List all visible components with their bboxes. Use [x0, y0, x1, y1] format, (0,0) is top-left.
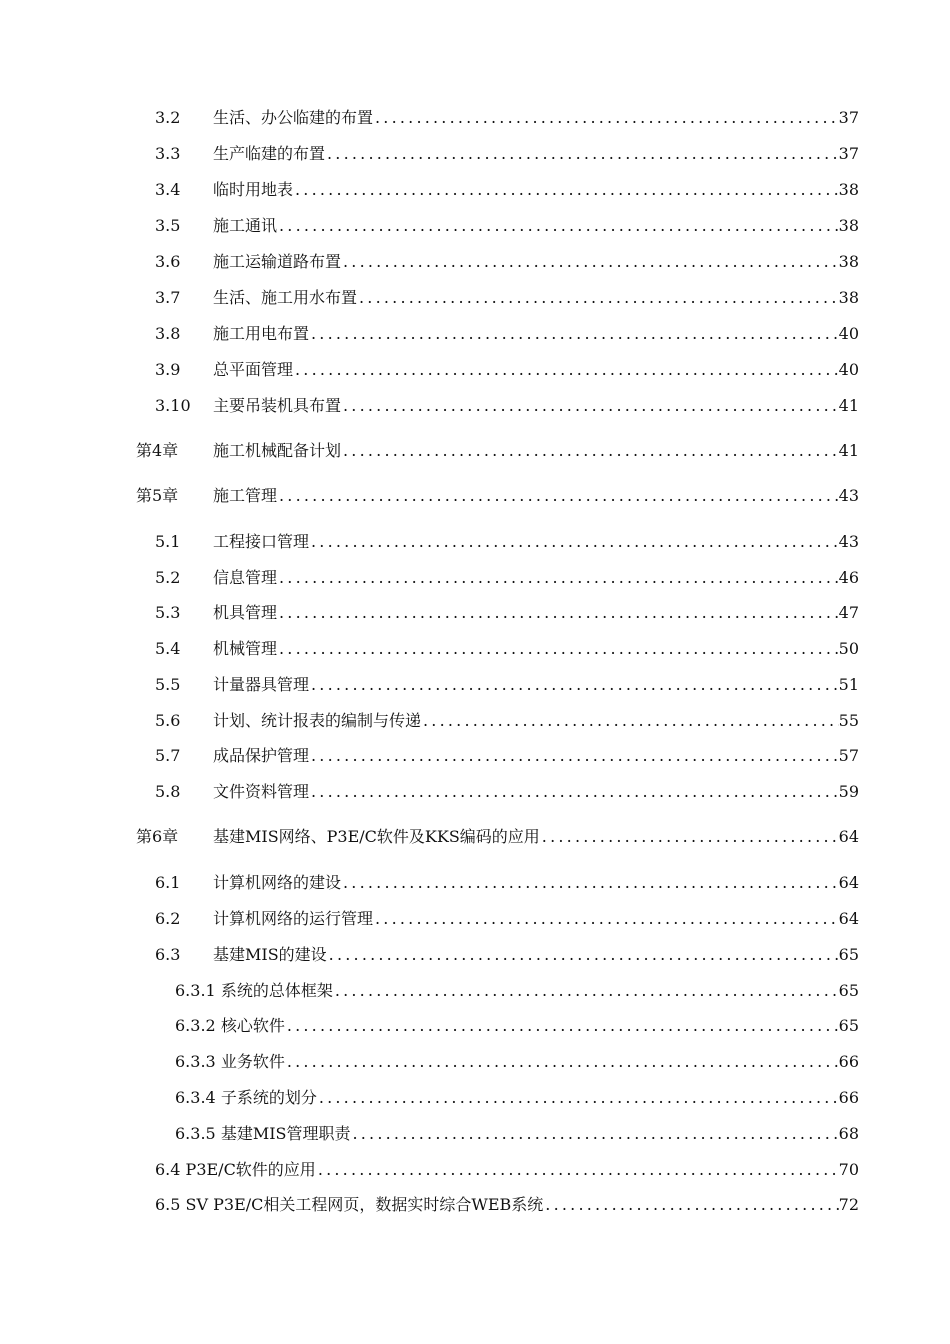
toc-entry[interactable] — [0, 906, 950, 932]
toc-leader-dots — [293, 357, 839, 383]
toc-entry-title: 信息管理 — [213, 568, 278, 587]
toc-entry-title: 计算机网络的建设 — [213, 873, 342, 892]
toc-entry-number: 5.4 — [155, 639, 181, 658]
toc-entry[interactable] — [0, 105, 950, 131]
toc-entry[interactable] — [0, 357, 950, 383]
toc-entry-title: 生活、施工用水布置 — [213, 288, 358, 307]
toc-entry-page: 68 — [838, 1124, 859, 1143]
toc-entry-line — [213, 672, 859, 698]
toc-leader-dots — [277, 636, 839, 662]
toc-leader-dots — [277, 565, 839, 591]
toc-subentry[interactable] — [0, 1121, 950, 1147]
toc-leader-dots — [543, 1192, 838, 1218]
toc-chapter-entry[interactable] — [0, 438, 950, 464]
toc-subentry[interactable] — [0, 1013, 950, 1039]
toc-entry-title: 成品保护管理 — [213, 746, 310, 765]
toc-entry-number: 5.8 — [155, 782, 181, 801]
toc-entry-number: 5.7 — [155, 746, 181, 765]
toc-entry-line — [213, 529, 859, 555]
toc-entry-number: 5.6 — [155, 711, 181, 730]
toc-leader-dots — [309, 529, 839, 555]
toc-leader-dots — [309, 779, 839, 805]
toc-subentry[interactable] — [0, 1085, 950, 1111]
toc-leader-dots — [373, 906, 839, 932]
toc-leader-dots — [341, 438, 839, 464]
toc-entry-line — [175, 1121, 859, 1147]
toc-entry-title: 系统的总体框架 — [220, 981, 333, 1000]
toc-entry-line — [213, 779, 859, 805]
toc-entry-line — [213, 105, 859, 131]
toc-entry-line — [213, 249, 859, 275]
toc-entry-line — [213, 483, 859, 509]
toc-chapter-number: 第5章 — [136, 486, 179, 505]
toc-entry-title: 施工通讯 — [213, 216, 278, 235]
toc-entry-page: 38 — [838, 180, 859, 199]
toc-entry-number: 3.9 — [155, 360, 181, 379]
toc-entry-page: 38 — [838, 288, 859, 307]
toc-entry-line — [175, 1013, 859, 1039]
toc-entry-line — [213, 321, 859, 347]
toc-entry[interactable] — [0, 177, 950, 203]
toc-entry-number: 6.3.1 — [175, 981, 216, 1000]
toc-entry-title: 生产临建的布置 — [213, 144, 326, 163]
toc-entry-number: 6.3.3 — [175, 1052, 216, 1071]
toc-entry-title: 子系统的划分 — [220, 1088, 317, 1107]
toc-leader-dots — [341, 393, 839, 419]
toc-entry[interactable] — [0, 708, 950, 734]
toc-entry-line — [155, 1157, 859, 1183]
toc-entry-page: 51 — [838, 675, 859, 694]
toc-leader-dots — [325, 141, 839, 167]
toc-leader-dots — [350, 1121, 838, 1147]
toc-entry-title: 文件资料管理 — [213, 782, 310, 801]
toc-entry-title: 机械管理 — [213, 639, 278, 658]
toc-entry-number: 3.6 — [155, 252, 181, 271]
toc-entry-title: P3E/C软件的应用 — [185, 1160, 316, 1179]
toc-entry-line — [213, 213, 859, 239]
toc-entry-number: 6.3.5 — [175, 1124, 216, 1143]
toc-entry-number: 6.5 — [155, 1195, 181, 1214]
toc-entry-title: 核心软件 — [220, 1016, 285, 1035]
toc-entry-number: 6.3.2 — [175, 1016, 216, 1035]
toc-entry[interactable] — [0, 636, 950, 662]
toc-leader-dots — [277, 600, 839, 626]
toc-entry-line — [213, 600, 859, 626]
toc-entry-line — [175, 978, 859, 1004]
toc-chapter-number: 第6章 — [136, 827, 179, 846]
toc-entry-page: 41 — [838, 441, 859, 460]
toc-entry-page: 40 — [838, 360, 859, 379]
toc-entry-line — [175, 1049, 859, 1075]
toc-entry-title: 临时用地表 — [213, 180, 294, 199]
toc-leader-dots — [285, 1049, 839, 1075]
toc-entry-page: 65 — [838, 945, 859, 964]
toc-entry-line — [213, 824, 859, 850]
toc-entry[interactable] — [0, 1192, 950, 1218]
toc-entry-number: 5.2 — [155, 568, 181, 587]
toc-entry-number: 6.3.4 — [175, 1088, 216, 1107]
toc-leader-dots — [421, 708, 839, 734]
toc-entry-page: 70 — [838, 1160, 859, 1179]
toc-entry[interactable] — [0, 600, 950, 626]
toc-entry-number: 3.4 — [155, 180, 181, 199]
toc-entry-number: 3.10 — [155, 396, 191, 415]
toc-entry-page: 65 — [838, 981, 859, 1000]
toc-entry-page: 66 — [838, 1052, 859, 1071]
toc-entry-number: 6.3 — [155, 945, 181, 964]
toc-entry-page: 38 — [838, 216, 859, 235]
toc-entry-line — [213, 743, 859, 769]
toc-entry-title: 基建MIS管理职责 — [220, 1124, 351, 1143]
toc-entry-page: 64 — [838, 909, 859, 928]
toc-leader-dots — [357, 285, 839, 311]
toc-entry-line — [175, 1085, 859, 1111]
toc-subentry[interactable] — [0, 1049, 950, 1075]
toc-entry[interactable] — [0, 213, 950, 239]
toc-entry-number: 5.5 — [155, 675, 181, 694]
toc-entry-number: 3.7 — [155, 288, 181, 307]
toc-leader-dots — [309, 672, 839, 698]
toc-entry-page: 47 — [838, 603, 859, 622]
toc-entry-page: 64 — [838, 827, 859, 846]
toc-entry-page: 72 — [838, 1195, 859, 1214]
toc-entry-title: SV P3E/C相关工程网页，数据实时综合WEB系统 — [185, 1195, 544, 1214]
toc-entry-line — [213, 870, 859, 896]
toc-leader-dots — [316, 1157, 839, 1183]
toc-entry-title: 工程接口管理 — [213, 532, 310, 551]
toc-entry-title: 计算机网络的运行管理 — [213, 909, 374, 928]
toc-leader-dots — [373, 105, 839, 131]
toc-entry[interactable] — [0, 249, 950, 275]
toc-entry-title: 机具管理 — [213, 603, 278, 622]
toc-entry-page: 55 — [838, 711, 859, 730]
toc-entry-title: 计量器具管理 — [213, 675, 310, 694]
toc-entry-line — [213, 177, 859, 203]
toc-entry-number: 5.3 — [155, 603, 181, 622]
toc-entry-title: 生活、办公临建的布置 — [213, 108, 374, 127]
toc-entry-number: 3.5 — [155, 216, 181, 235]
toc-entry-page: 59 — [838, 782, 859, 801]
toc-entry-page: 40 — [838, 324, 859, 343]
toc-entry-page: 65 — [838, 1016, 859, 1035]
toc-entry-title: 业务软件 — [220, 1052, 285, 1071]
toc-entry-line — [213, 565, 859, 591]
toc-entry-number: 3.2 — [155, 108, 181, 127]
toc-leader-dots — [317, 1085, 839, 1111]
toc-entry-page: 66 — [838, 1088, 859, 1107]
toc-entry-line — [213, 438, 859, 464]
toc-entry[interactable] — [0, 565, 950, 591]
toc-leader-dots — [277, 213, 839, 239]
toc-entry-line — [213, 708, 859, 734]
toc-entry-title: 计划、统计报表的编制与传递 — [213, 711, 422, 730]
toc-leader-dots — [341, 870, 839, 896]
toc-entry-line — [213, 285, 859, 311]
toc-entry-line — [213, 357, 859, 383]
toc-entry-title: 施工用电布置 — [213, 324, 310, 343]
toc-entry-page: 43 — [838, 486, 859, 505]
toc-entry-title: 施工管理 — [213, 486, 278, 505]
toc-entry-title: 基建MIS的建设 — [213, 945, 327, 964]
toc-entry-number: 6.4 — [155, 1160, 181, 1179]
toc-leader-dots — [309, 321, 839, 347]
toc-entry-line — [213, 636, 859, 662]
toc-chapter-number: 第4章 — [136, 441, 179, 460]
toc-entry[interactable] — [0, 321, 950, 347]
toc-entry[interactable] — [0, 285, 950, 311]
toc-entry-page: 57 — [838, 746, 859, 765]
toc-entry[interactable] — [0, 779, 950, 805]
toc-entry-number: 6.1 — [155, 873, 181, 892]
toc-subentry[interactable] — [0, 978, 950, 1004]
toc-entry-page: 41 — [838, 396, 859, 415]
toc-entry-page: 37 — [838, 144, 859, 163]
toc-entry-page: 43 — [838, 532, 859, 551]
toc-entry-page: 37 — [838, 108, 859, 127]
toc-entry-title: 施工运输道路布置 — [213, 252, 342, 271]
toc-chapter-entry[interactable] — [0, 483, 950, 509]
toc-leader-dots — [540, 824, 839, 850]
toc-entry[interactable] — [0, 942, 950, 968]
toc-entry-line — [213, 393, 859, 419]
toc-entry-line — [213, 141, 859, 167]
toc-entry-number: 3.3 — [155, 144, 181, 163]
toc-leader-dots — [277, 483, 839, 509]
toc-leader-dots — [309, 743, 839, 769]
toc-entry-title: 主要吊装机具布置 — [213, 396, 342, 415]
toc-leader-dots — [333, 978, 839, 1004]
toc-entry-line — [213, 906, 859, 932]
toc-entry-title: 基建MIS网络、P3E/C软件及KKS编码的应用 — [213, 827, 540, 846]
toc-entry-page: 50 — [838, 639, 859, 658]
toc-entry-line — [213, 942, 859, 968]
toc-entry-page: 46 — [838, 568, 859, 587]
toc-entry-number: 6.2 — [155, 909, 181, 928]
toc-entry[interactable] — [0, 743, 950, 769]
toc-leader-dots — [327, 942, 839, 968]
toc-entry[interactable] — [0, 870, 950, 896]
toc-entry[interactable] — [0, 393, 950, 419]
toc-entry-number: 3.8 — [155, 324, 181, 343]
toc-chapter-entry[interactable] — [0, 824, 950, 850]
toc-entry[interactable] — [0, 1157, 950, 1183]
toc-entry[interactable] — [0, 141, 950, 167]
toc-entry-page: 38 — [838, 252, 859, 271]
toc-entry-title: 总平面管理 — [213, 360, 294, 379]
toc-leader-dots — [341, 249, 839, 275]
toc-entry[interactable] — [0, 672, 950, 698]
toc-entry[interactable] — [0, 529, 950, 555]
toc-entry-number: 5.1 — [155, 532, 181, 551]
toc-entry-line — [155, 1192, 859, 1218]
toc-leader-dots — [293, 177, 839, 203]
toc-leader-dots — [285, 1013, 839, 1039]
toc-entry-page: 64 — [838, 873, 859, 892]
toc-entry-title: 施工机械配备计划 — [213, 441, 342, 460]
